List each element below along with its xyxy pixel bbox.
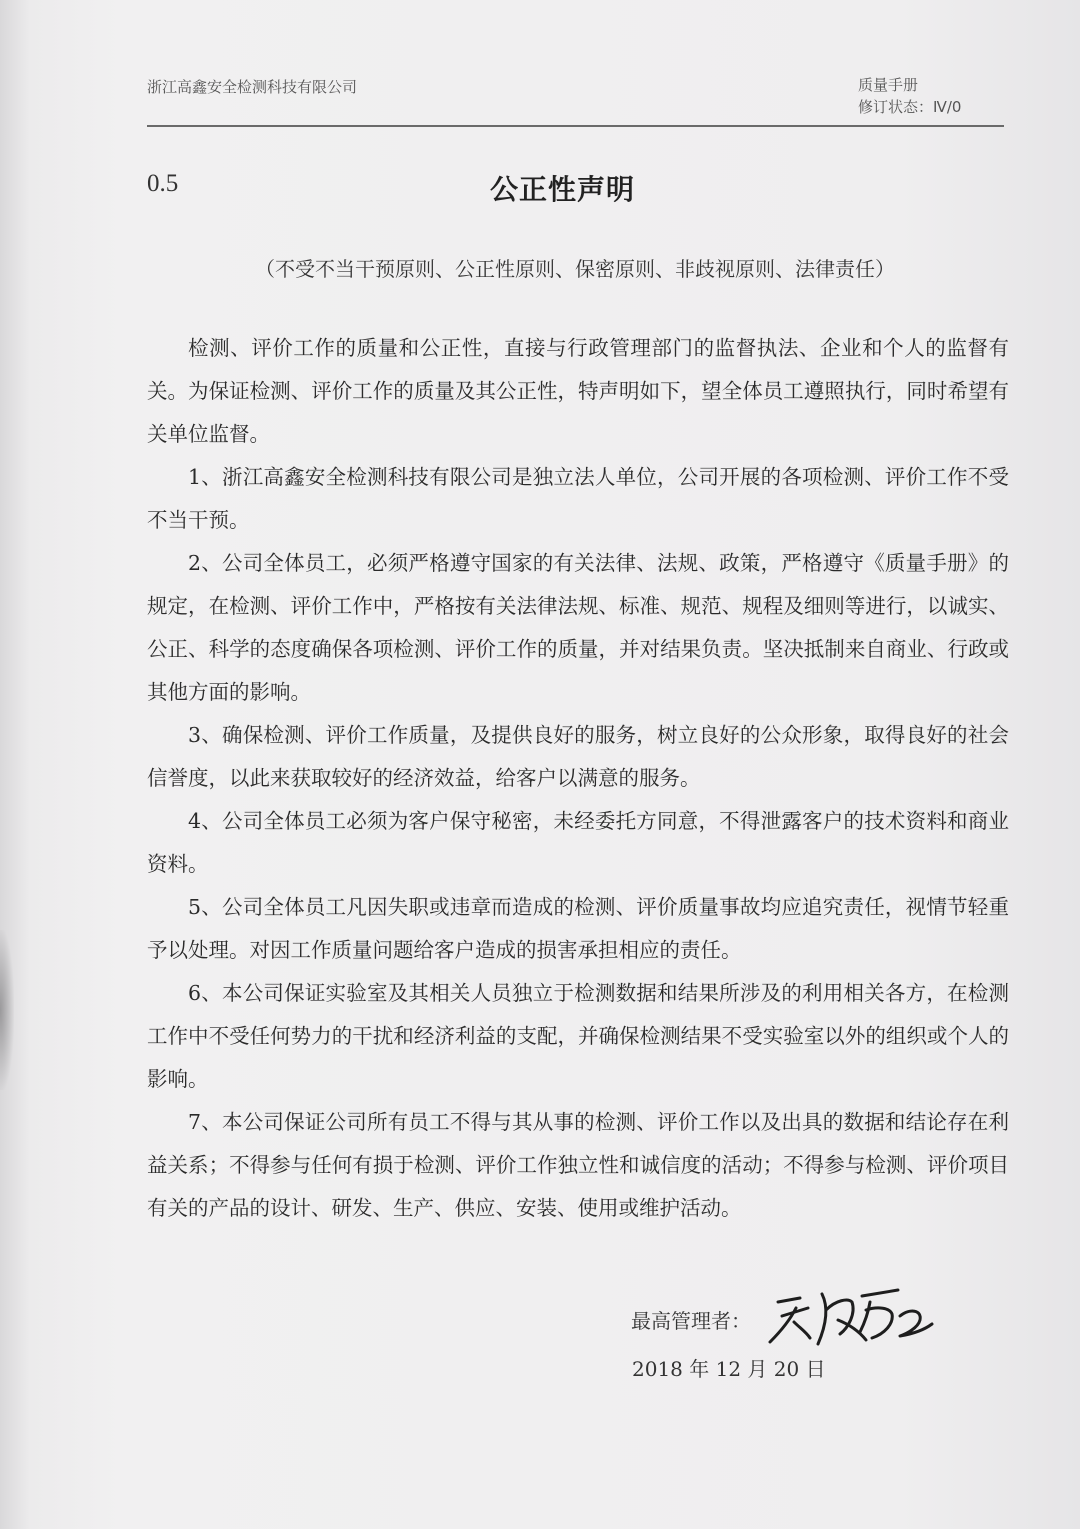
section-number: 0.5 (147, 170, 179, 197)
paragraph-item-2: 2、公司全体员工，必须严格遵守国家的有关法律、法规、政策，严格遵守《质量手册》的规定，在检测、评价工作中，严格按有关法律法规、标准、规范、规程及细则等进行，以诚实、公正、科学的态度确保各项检测、评价工作的质量，并对结果负责。坚决抵制来自商业、行政或其他方面的影响。 (147, 551, 1009, 704)
paragraph-item-7: 7、本公司保证公司所有员工不得与其从事的检测、评价工作以及出具的数据和结论存在利益关系；不得参与任何有损于检测、评价工作独立性和诚信度的活动；不得参与检测、评价项目有关的产品的设计、研发、生产、供应、安装、使用或维护活动。 (147, 1110, 1009, 1220)
signature-date: 2018 年 12 月 20 日 (632, 1357, 826, 1381)
page-subtitle: （不受不当干预原则、公正性原则、保密原则、非歧视原则、法律责任） (255, 257, 895, 281)
handwritten-signature (760, 1280, 940, 1350)
binding-shadow (0, 930, 14, 1090)
header-revision: 修订状态：Ⅳ/0 (858, 98, 962, 116)
paragraph-item-4: 4、公司全体员工必须为客户保守秘密，未经委托方同意，不得泄露客户的技术资料和商业资料。 (147, 809, 1009, 876)
header-divider (147, 125, 1004, 127)
page-title: 公正性声明 (489, 173, 635, 206)
signature-label: 最高管理者： (631, 1309, 751, 1333)
paragraph-item-3: 3、确保检测、评价工作质量，及提供良好的服务，树立良好的公众形象，取得良好的社会信誉度，以此来获取较好的经济效益，给客户以满意的服务。 (147, 723, 1009, 790)
header-right (858, 74, 961, 118)
paragraph-item-6: 6、本公司保证实验室及其相关人员独立于检测数据和结果所涉及的利用相关各方，在检测工作中不受任何势力的干扰和经济利益的支配，并确保检测结果不受实验室以外的组织或个人的影响。 (147, 981, 1009, 1091)
paragraph-item-1: 1、浙江高鑫安全检测科技有限公司是独立法人单位，公司开展的各项检测、评价工作不受不当干预。 (147, 465, 1009, 532)
header-company: 浙江高鑫安全检测科技有限公司 (147, 78, 358, 96)
paragraph-intro: 检测、评价工作的质量和公正性，直接与行政管理部门的监督执法、企业和个人的监督有关。为保证检测、评价工作的质量及其公正性，特声明如下，望全体员工遵照执行，同时希望有关单位监督。 (147, 336, 1009, 446)
header-manual: 质量手册 (858, 76, 919, 94)
paragraph-item-5: 5、公司全体员工凡因失职或违章而造成的检测、评价质量事故均应追究责任，视情节轻重予以处理。对因工作质量问题给客户造成的损害承担相应的责任。 (147, 895, 1009, 962)
statement-body (147, 327, 1009, 1230)
